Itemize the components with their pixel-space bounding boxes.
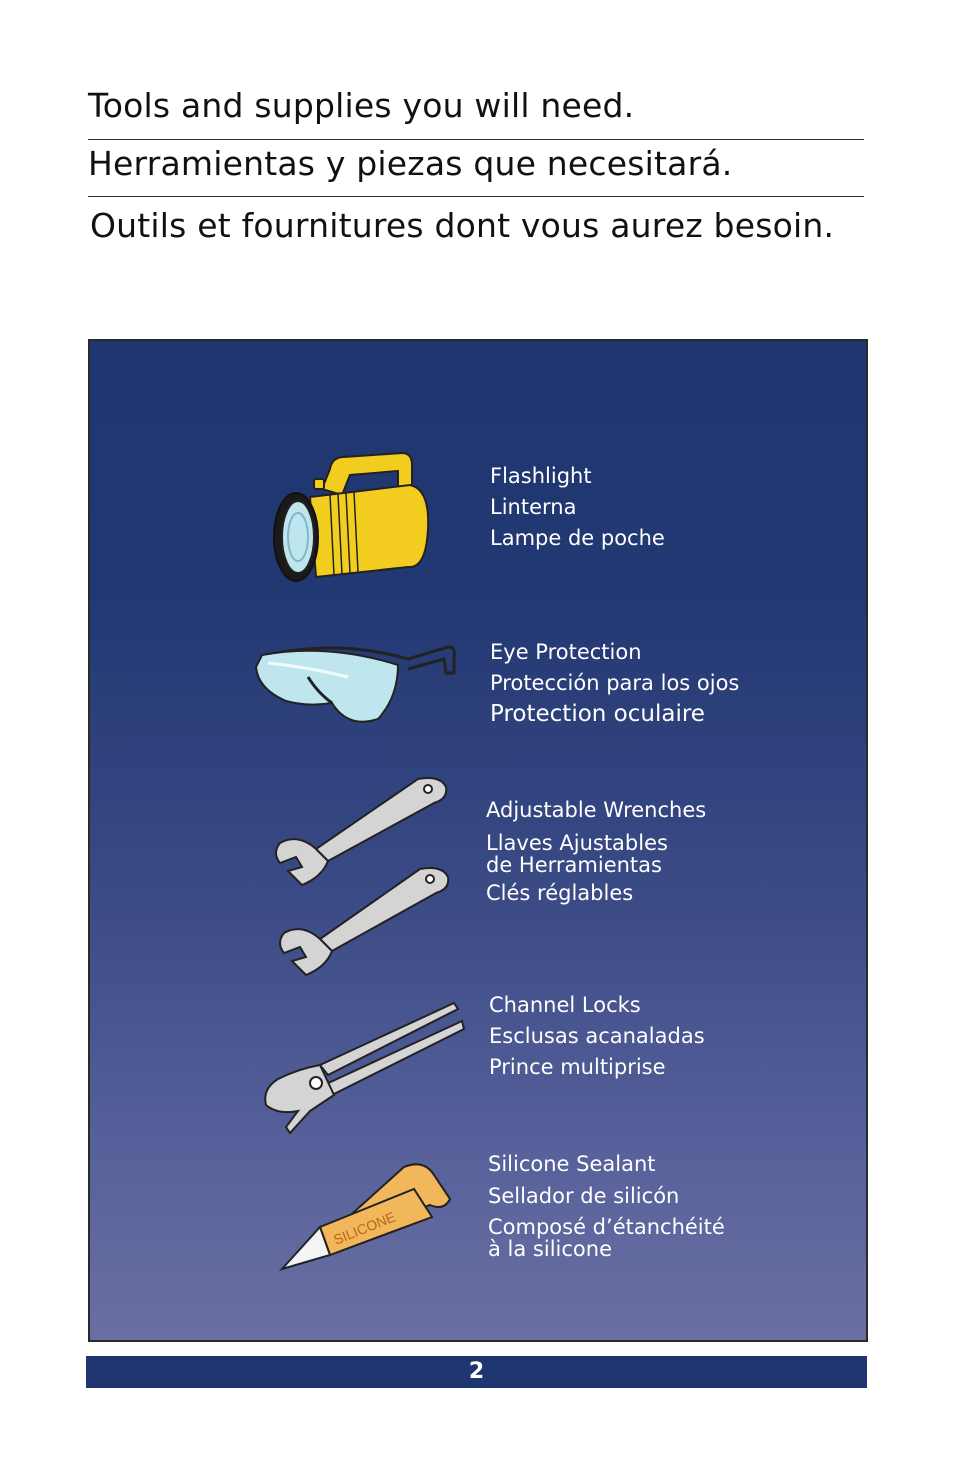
item-label-en: Channel Locks — [489, 993, 641, 1017]
silicone-tube-icon — [274, 1159, 464, 1279]
item-channel-locks — [489, 990, 705, 1083]
item-adjustable-wrenches — [486, 795, 706, 909]
item-label-fr-continued: à la silicone — [488, 1237, 612, 1261]
item-flashlight — [490, 461, 665, 554]
flashlight-icon — [270, 449, 435, 584]
item-label-fr: Protection oculaire — [490, 701, 705, 727]
item-label-en: Silicone Sealant — [488, 1152, 656, 1176]
item-label-fr: Composé d’étanchéité — [488, 1215, 725, 1239]
item-label-es: Esclusas acanaladas — [489, 1024, 705, 1048]
item-label-fr: Lampe de poche — [490, 526, 665, 550]
item-label-en: Eye Protection — [490, 640, 642, 664]
heading-english: Tools and supplies you will need. — [88, 86, 635, 125]
page-number: 2 — [468, 1359, 485, 1384]
item-label-fr: Prince multiprise — [489, 1055, 666, 1079]
heading-divider — [88, 139, 864, 140]
heading-divider — [88, 196, 864, 197]
tools-panel — [88, 339, 868, 1342]
heading-spanish: Herramientas y piezas que necesitará. — [88, 144, 733, 183]
safety-glasses-icon — [248, 637, 458, 732]
item-eye-protection — [490, 637, 739, 730]
page-footer-bar — [86, 1356, 867, 1388]
adjustable-wrench-icon — [258, 773, 458, 988]
item-label-es: Llaves Ajustables — [486, 831, 668, 855]
item-label-es: Linterna — [490, 495, 577, 519]
item-label-es: Sellador de silicón — [488, 1184, 680, 1208]
item-label-en: Flashlight — [490, 464, 592, 488]
item-label-en: Adjustable Wrenches — [486, 798, 707, 822]
heading-french: Outils et fournitures dont vous aurez besoin. — [90, 206, 835, 245]
item-label-es-continued: de Herramientas — [486, 853, 662, 877]
tube-label: SILICONE — [331, 1208, 398, 1248]
item-silicone-sealant — [488, 1149, 725, 1260]
item-label-es: Protección para los ojos — [490, 671, 740, 695]
item-label-fr: Clés réglables — [486, 881, 634, 905]
channel-lock-pliers-icon — [258, 1001, 468, 1141]
